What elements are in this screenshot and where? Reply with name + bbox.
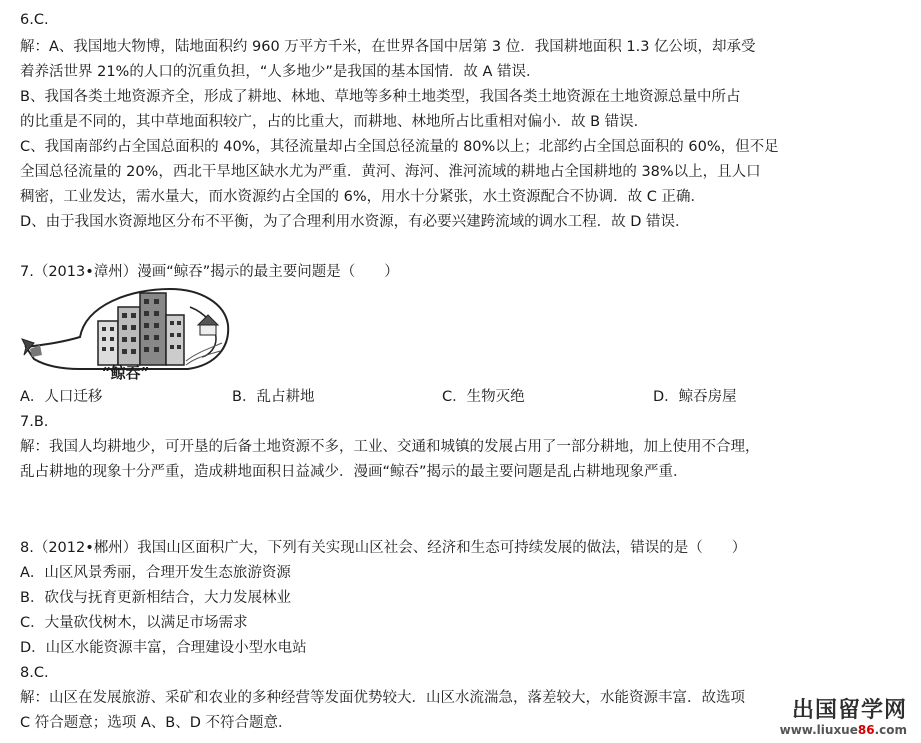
q7-option-b: B．乱占耕地 xyxy=(232,389,315,405)
q7-option-c: C．生物灭绝 xyxy=(442,389,525,405)
watermark-url: www.liuxue86.com xyxy=(779,723,907,737)
q6-explanation-line: 的比重是不同的，其中草地面积较广，占的比重大，而耕地、林地所占比重相对偏小．故 B 错误． xyxy=(20,114,649,130)
site-watermark xyxy=(780,699,907,737)
q8-answer: 8.C. xyxy=(20,665,49,681)
q6-explanation-line: D、由于我国水资源地区分布不平衡，为了合理利用水资源，有必要兴建跨流域的调水工程．故 D 错误． xyxy=(20,214,690,230)
q7-question: 7.（2013•漳州）漫画“鲸吞”揭示的最主要问题是（ ） xyxy=(20,264,399,280)
q6-explanation-line: B、我国各类土地资源齐全，形成了耕地、林地、草地等多种土地类型，我国各类土地资源在土地资源总量中所占 xyxy=(20,89,741,105)
q6-explanation-line: 解：A、我国地大物博，陆地面积约 960 万平方千米，在世界各国中居第 3 位．我国耕地面积 1.3 亿公顷，却承受 xyxy=(20,39,756,55)
q6-explanation-line: 全国总径流量的 20%，西北干旱地区缺水尤为严重．黄河、海河、淮河流域的耕地占全国耕地的 38%以上，且人口 xyxy=(20,164,761,180)
q8-explanation-line: 解：山区在发展旅游、采矿和农业的多种经营等发面优势较大．山区水流湍急，落差较大，水能资源丰富．故选项 xyxy=(20,690,745,706)
q7-explanation-line: 乱占耕地的现象十分严重，造成耕地面积日益减少．漫画“鲸吞”揭示的最主要问题是乱占耕地现象严重． xyxy=(20,464,688,480)
q6-explanation-line: C、我国南部约占全国总面积的 40%，其径流量却占全国总径流量的 80%以上；北部约占全国总面积的 60%，但不足 xyxy=(20,139,779,155)
watermark-title: 出国留学网 xyxy=(791,698,907,723)
q7-option-a: A．人口迁移 xyxy=(20,389,103,405)
q8-option-d: D．山区水能资源丰富，合理建设小型水电站 xyxy=(20,640,307,656)
q6-explanation-line: 稠密，工业发达，需水量大，而水资源约占全国的 6%，用水十分紧张，水土资源配合不协调．故 C 正确． xyxy=(20,189,705,205)
cartoon-caption: “鲸吞” xyxy=(102,364,150,382)
q8-option-a: A．山区风景秀丽，合理开发生态旅游资源 xyxy=(20,565,291,581)
q8-option-c: C．大量砍伐树木，以满足市场需求 xyxy=(20,615,248,631)
q6-answer: 6.C. xyxy=(20,12,49,28)
q8-question: 8.（2012•郴州）我国山区面积广大，下列有关实现山区社会、经济和生态可持续发展的做法，错误的是（ ） xyxy=(20,540,747,556)
q7-explanation-line: 解：我国人均耕地少，可开垦的后备土地资源不多，工业、交通和城镇的发展占用了一部分耕地，加上使用不合理， xyxy=(20,439,760,455)
q8-option-b: B．砍伐与抚育更新相结合，大力发展林业 xyxy=(20,590,291,606)
q7-answer: 7.B. xyxy=(20,414,49,430)
q8-explanation-line: C 符合题意；选项 A、B、D 不符合题意． xyxy=(20,715,293,731)
q6-explanation-line: 着养活世界 21%的人口的沉重负担，“人多地少”是我国的基本国情．故 A 错误． xyxy=(20,64,541,80)
q7-option-d: D．鲸吞房屋 xyxy=(653,389,737,405)
